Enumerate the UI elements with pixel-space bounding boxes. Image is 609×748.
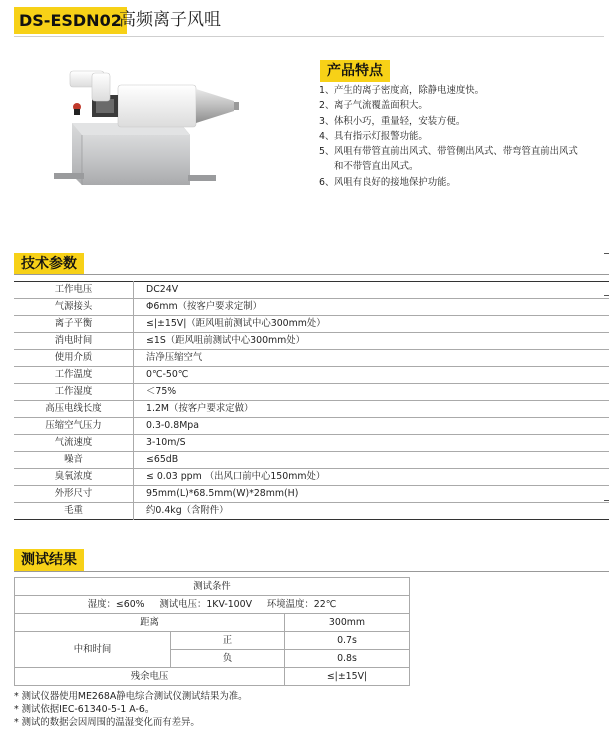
feature-number: 5、: [319, 146, 335, 158]
spec-name: 臭氧浓度: [14, 469, 134, 486]
table-row: [15, 668, 410, 686]
features-heading: 产品特点: [320, 60, 390, 82]
spec-name: 工作湿度: [14, 384, 134, 401]
positive-value: 0.7s: [285, 632, 410, 650]
feature-number: 4、: [319, 130, 335, 142]
feature-item: [319, 159, 604, 174]
feature-item: [319, 144, 604, 159]
edge-tick: [604, 253, 609, 254]
product-image: [40, 55, 280, 195]
table-row: [14, 486, 609, 503]
specs-divider: [14, 274, 609, 275]
distance-value: 300mm: [285, 614, 410, 632]
table-row: [14, 401, 609, 418]
spec-name: 工作电压: [14, 282, 134, 299]
feature-item: [319, 114, 604, 129]
table-row: [15, 596, 410, 614]
conditions-values: 湿度：≤60% 测试电压：1KV-100V 环境温度：22℃: [15, 596, 410, 614]
feature-number: 3、: [319, 115, 335, 127]
table-row: [14, 316, 609, 333]
test-results-table: [14, 577, 410, 686]
spec-value: 约0.4kg（含附件）: [146, 505, 229, 516]
spec-value: DC24V: [134, 282, 609, 299]
residual-voltage-label: 残余电压: [15, 668, 285, 686]
residual-voltage-value: ≤|±15V|: [285, 668, 410, 686]
test-divider: [14, 571, 609, 572]
table-row: [14, 418, 609, 435]
feature-item: [319, 83, 604, 98]
table-row: [15, 614, 410, 632]
note-line: * 测试依据IEC-61340-5-1 A-6。: [14, 704, 155, 715]
spec-value: 3-10m/S: [134, 435, 609, 452]
spec-name: 高压电线长度: [14, 401, 134, 418]
spec-value: ≤|±15V|（距风咀前测试中心300mm处）: [134, 316, 609, 333]
product-name-title: 高频离子风咀: [119, 10, 221, 30]
specs-table: [14, 281, 609, 520]
table-row: [14, 384, 609, 401]
positive-label: 正: [171, 632, 285, 650]
spec-name: 工作温度: [14, 367, 134, 384]
spec-name: 噪音: [14, 452, 134, 469]
test-heading: 测试结果: [14, 549, 84, 571]
feature-number: 1、: [319, 85, 335, 96]
note-line: * 测试的数据会因周围的温湿变化而有差异。: [14, 717, 200, 728]
neutral-time-label: 中和时间: [15, 632, 171, 668]
spec-value: ≤1S（距风咀前测试中心300mm处）: [134, 333, 609, 350]
feature-text: 风咀有带管直前出风式、带管侧出风式、带弯管直前出风式: [334, 146, 578, 158]
feature-number: 2、: [319, 100, 335, 112]
features-list: [319, 83, 604, 190]
distance-label: 距离: [15, 614, 285, 632]
note-line: * 测试仪器使用ME268A静电综合测试仪测试结果为准。: [14, 691, 248, 702]
table-row: [14, 435, 609, 452]
spec-value: 95mm(L)*68.5mm(W)*28mm(H): [134, 486, 609, 503]
specs-heading: 技术参数: [14, 253, 84, 275]
spec-value: 洁净压缩空气: [134, 350, 609, 367]
product-model-title: DS-ESDN02: [14, 7, 127, 34]
spec-name: 使用介质: [14, 350, 134, 367]
spec-name: 外形尺寸: [14, 486, 134, 503]
table-row: [14, 503, 609, 520]
table-row: [15, 632, 410, 650]
spec-value: 1.2M（按客户要求定做）: [134, 401, 609, 418]
spec-name: 气流速度: [14, 435, 134, 452]
feature-item: [319, 175, 604, 190]
spec-value: Φ6mm（按客户要求定制）: [134, 299, 609, 316]
feature-text: 离子气流覆盖面积大。: [334, 100, 428, 112]
feature-text: 具有指示灯报警功能。: [334, 130, 428, 142]
negative-label: 负: [171, 650, 285, 668]
feature-item: [319, 98, 604, 113]
spec-name: 压缩空气压力: [14, 418, 134, 435]
spec-name: 离子平衡: [14, 316, 134, 333]
spec-name: 气源接头: [14, 299, 134, 316]
feature-text: 产生的离子密度高，除静电速度快。: [334, 85, 485, 96]
spec-value: ≤ 0.03 ppm （出风口前中心150mm处）: [134, 469, 609, 486]
spec-name: 消电时间: [14, 333, 134, 350]
title-divider: [14, 36, 609, 37]
spec-value: 0.3-0.8Mpa: [134, 418, 609, 435]
feature-text: 和不带管直出风式。: [334, 161, 419, 173]
feature-item: [319, 129, 604, 144]
table-row: [14, 452, 609, 469]
feature-text: 风咀有良好的接地保护功能。: [334, 176, 456, 188]
table-row: [14, 299, 609, 316]
table-row: [14, 350, 609, 367]
table-row: [14, 367, 609, 384]
conditions-label: 测试条件: [15, 578, 410, 596]
negative-value: 0.8s: [285, 650, 410, 668]
spec-value: ＜75%: [134, 384, 609, 401]
spec-value: 0℃-50℃: [134, 367, 609, 384]
feature-number: 6、: [319, 176, 335, 188]
spec-value: ≤65dB: [134, 452, 609, 469]
table-row: [14, 333, 609, 350]
table-row: [14, 282, 609, 299]
spec-name: 毛重: [14, 503, 134, 520]
table-row: [15, 578, 410, 596]
feature-text: 体积小巧，重量轻，安装方便。: [334, 115, 466, 127]
notes: [14, 690, 574, 729]
table-row: [14, 469, 609, 486]
